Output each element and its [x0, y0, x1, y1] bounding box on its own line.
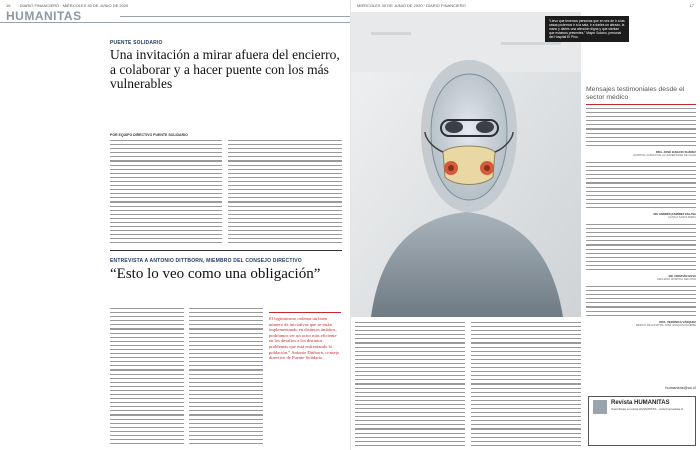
- left-page-number: 16: [6, 3, 11, 8]
- left-folio: [6, 3, 128, 8]
- testimony-2-role: CLÍNICA SANTA MARÍA: [667, 216, 696, 219]
- article-divider: [110, 250, 342, 251]
- testimony-1-name: DRA. JOSÉ IGNACIO SUÁREZ: [655, 150, 696, 154]
- right-body-column-2: [471, 322, 581, 446]
- contact-email[interactable]: humanitas@uc.cl: [665, 385, 696, 390]
- testimony-2-text: [586, 162, 696, 210]
- photo-caption: “Llevo que tenemos personas que en vez de ir a las casas podemos ir a la sala, ir a darles un abrazo, la mano y darles una atención digna y que sientan que estamos presentes.” Mayor Solano, personal del Hospital El Pino.: [545, 16, 629, 42]
- left-folio-issue: DIARIO FINANCIERO · MIÉRCOLES 30 DE JUNIO DE 2020: [19, 3, 129, 8]
- humanitas-logo: [593, 400, 607, 414]
- doctor-ppe-photo: [351, 12, 581, 317]
- article2-pullquote: El legitimismo ordenar un buen número de iniciativas que se están implementando en distintos ámbitos, podríamos ser un actor más eficiente en los desafíos a los distintos problemas que está enfrentando la población.” Antonio Dittborn, consejo directivo de Puente Solidario.: [269, 316, 340, 361]
- article1-headline: Una invitación a mirar afuera del encierro, a colaborar y a hacer puente con los más vulnerables: [110, 47, 340, 92]
- article1-kicker: PUENTE SOLIDARIO: [110, 40, 163, 46]
- section-bar: [0, 9, 350, 23]
- pullquote-rule-top: [269, 312, 341, 313]
- sidebar-rule: [586, 104, 696, 105]
- article1-column-2: [228, 140, 342, 245]
- testimony-3-name: DR. CRISTIÁN SILVA: [668, 274, 696, 278]
- right-body-column-1: [355, 322, 465, 446]
- article1-byline: POR EQUIPO DIRECTIVO PUENTE SOLIDARIO: [110, 133, 188, 137]
- section-name: HUMANITAS: [6, 9, 82, 23]
- testimony-4-name: DRA. VERÓNICA VÁSQUEZ: [659, 320, 696, 324]
- testimony-3-role: CIRUJANO HOSPITAL DEL PINO: [656, 278, 696, 281]
- right-folio-issue: MIÉRCOLES 30 DE JUNIO DE 2020 · DIARIO FINANCIERO: [357, 3, 466, 8]
- right-folio: [357, 3, 466, 8]
- section-rule: [120, 16, 350, 17]
- article2-kicker: ENTREVISTA A ANTONIO DITTBORN, MIEMBRO DEL CONSEJO DIRECTIVO: [110, 258, 302, 264]
- right-page-number: 17: [689, 3, 694, 8]
- testimony-4-role: MÉDICO DE HOSPITAL JOSÉ JOAQUÍN AGUIRRE: [635, 324, 696, 327]
- sidebar-title: Mensajes testimoniales desde el sector médico: [586, 86, 685, 101]
- article1-column-1: [110, 140, 222, 245]
- article2-column-2: [189, 308, 263, 446]
- testimony-3-text: [586, 224, 696, 272]
- testimony-1-role: HOSPITAL CLÍNICO DE LA UNIVERSIDAD DE CHILE: [633, 154, 696, 157]
- promo-desc: Suscríbase a revista HUMANITAS · www.humanitas.cl: [611, 407, 684, 411]
- article2-column-1: [110, 308, 184, 446]
- article2-headline: “Esto lo veo como una obligación”: [110, 266, 321, 282]
- testimony-1-text: [586, 108, 696, 148]
- humanitas-promo[interactable]: [588, 396, 696, 446]
- promo-name: Revista HUMANITAS: [611, 400, 670, 406]
- doctor-ppe-illustration: [351, 12, 581, 317]
- testimony-2-name: DR. ANDRÉS RAMÍREZ ESLAVA: [653, 212, 696, 216]
- right-page: [350, 0, 700, 450]
- testimony-4-text: [586, 286, 696, 318]
